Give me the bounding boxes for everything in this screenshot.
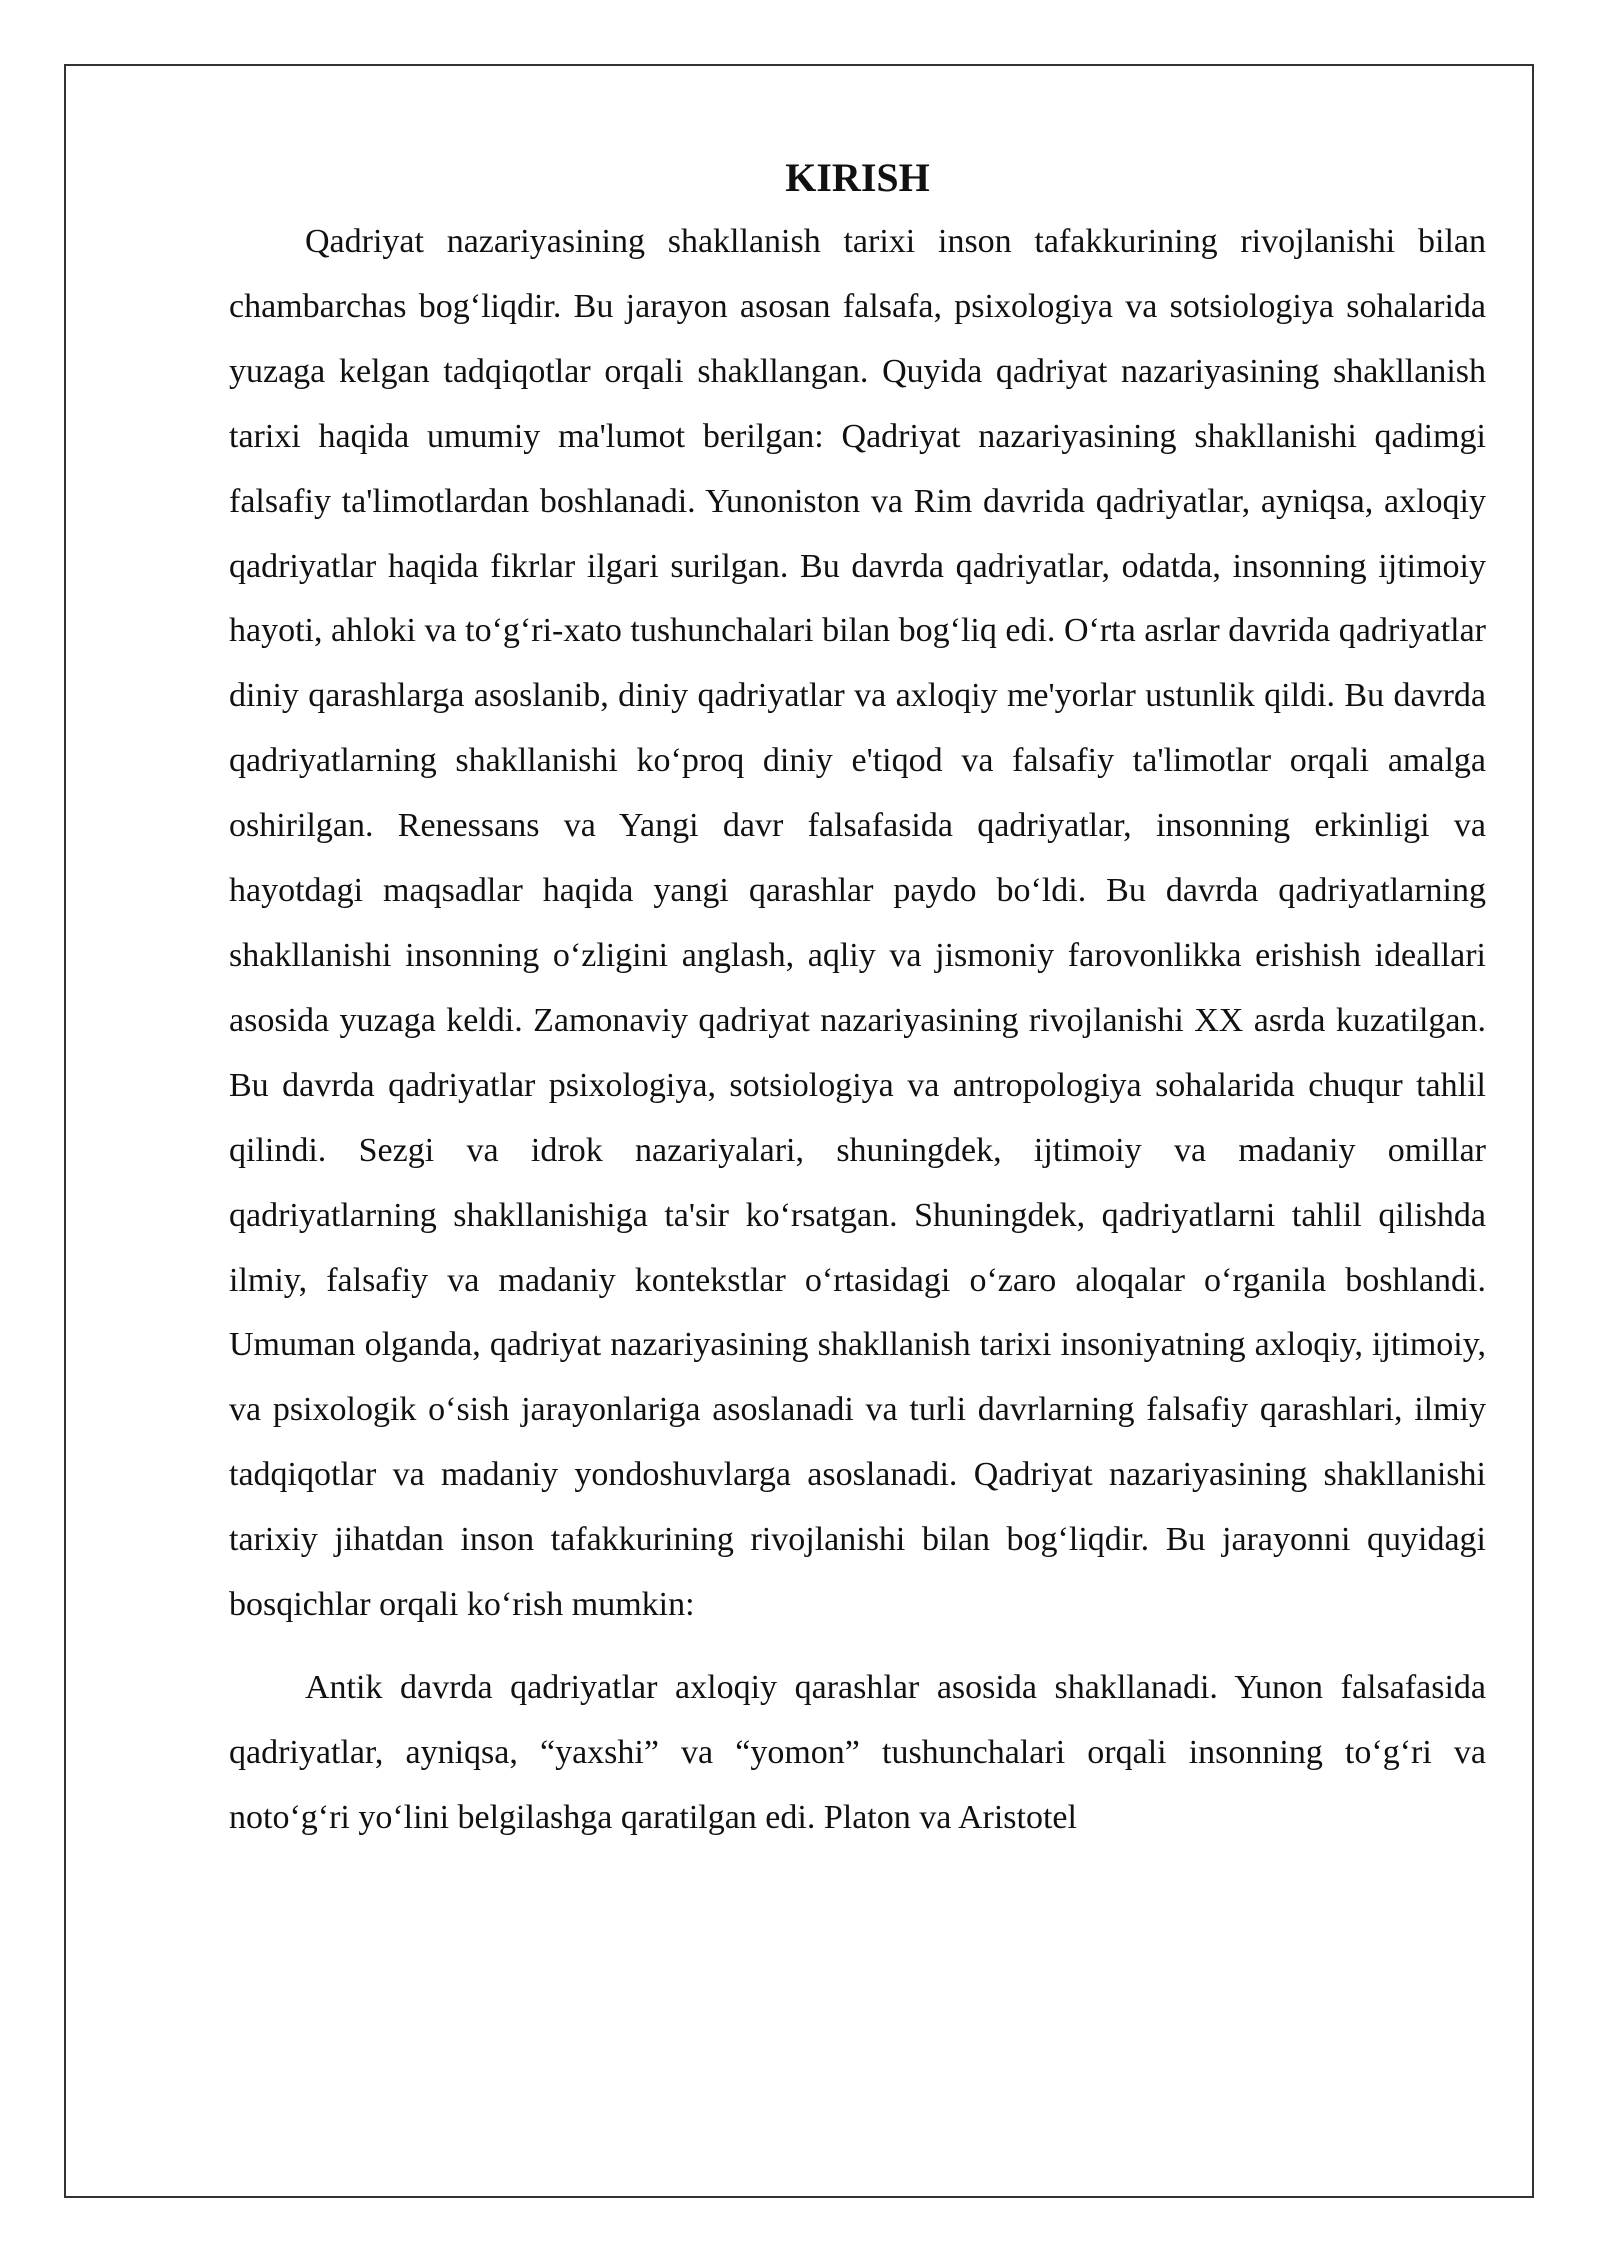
document-title: KIRISH [785, 155, 930, 200]
paragraph-2: Antik davrda qadriyatlar axloqiy qarashlar asosida shakllanadi. Yunon falsafasida qadriyatlar, ayniqsa, “yaxshi” va “yomon” tushunchalari orqali insonning to‘g‘ri va noto‘g‘ri yo‘lini belgilashga qaratilgan edi. Platon va Aristotel [229, 1668, 1486, 1836]
document-body [229, 148, 1486, 1851]
paragraph-1: Qadriyat nazariyasining shakllanish tarixi inson tafakkurining rivojlanishi bilan chambarchas bog‘liqdir. Bu jarayon asosan falsafa, psixologiya va sotsiologiya sohalarida yuzaga kelgan tadqiqotlar orqali shakllangan. Quyida qadriyat nazariyasining shakllanish tarixi haqida umumiy ma'lumot berilgan: Qadriyat nazariyasining shakllanishi qadimgi falsafiy ta'limotlardan boshlanadi. Yunoniston va Rim davrida qadriyatlar, ayniqsa, axloqiy qadriyatlar haqida fikrlar ilgari surilgan. Bu davrda qadriyatlar, odatda, insonning ijtimoiy hayoti, ahloki va to‘g‘ri-xato tushunchalari bilan bog‘liq edi. O‘rta asrlar davrida qadriyatlar diniy qarashlarga asoslanib, diniy qadriyatlar va axloqiy me'yorlar ustunlik qildi. Bu davrda qadriyatlarning shakllanishi ko‘proq diniy e'tiqod va falsafiy ta'limotlar orqali amalga oshirilgan. Renessans va Yangi davr falsafasida qadriyatlar, insonning erkinligi va hayotdagi maqsadlar haqida yangi qarashlar paydo bo‘ldi. Bu davrda qadriyatlarning shakllanishi insonning o‘zligini anglash, aqliy va jismoniy farovonlikka erishish ideallari asosida yuzaga keldi. Zamonaviy qadriyat nazariyasining rivojlanishi XX asrda kuzatilgan. Bu davrda qadriyatlar psixologiya, sotsiologiya va antropologiya sohalarida chuqur tahlil qilindi. Sezgi va idrok nazariyalari, shuningdek, ijtimoiy va madaniy omillar qadriyatlarning shakllanishiga ta'sir ko‘rsatgan. Shuningdek, qadriyatlarni tahlil qilishda ilmiy, falsafiy va madaniy kontekstlar o‘rtasidagi o‘zaro aloqalar o‘rganila boshlandi. Umuman olganda, qadriyat nazariyasining shakllanish tarixi insoniyatning axloqiy, ijtimoiy, va psixologik o‘sish jarayonlariga asoslanadi va turli davrlarning falsafiy qarashlari, ilmiy tadqiqotlar va madaniy yondoshuvlarga asoslanadi. Qadriyat nazariyasining shakllanishi tarixiy jihatdan inson tafakkurining rivojlanishi bilan bog‘liqdir. Bu jarayonni quyidagi bosqichlar orqali ko‘rish mumkin: [229, 223, 1486, 1624]
